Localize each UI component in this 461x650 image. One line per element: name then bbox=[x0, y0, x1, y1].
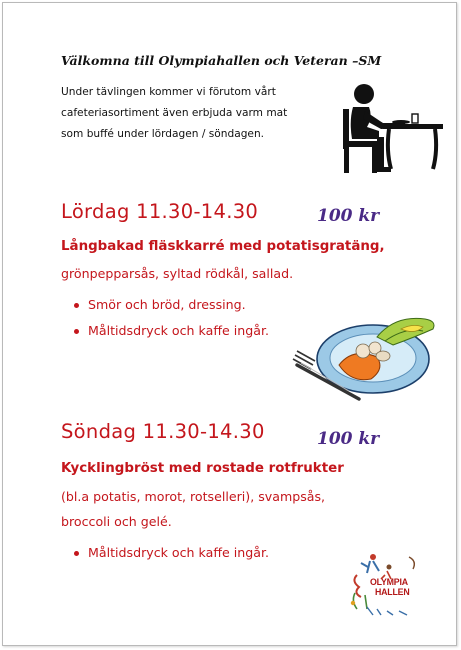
sunday-dish: Kycklingbröst med rostade rotfrukter bbox=[61, 461, 344, 476]
list-item: Måltidsdryck och kaffe ingår. bbox=[71, 540, 269, 566]
food-plate-icon bbox=[289, 307, 441, 411]
list-item: Smör och bröd, dressing. bbox=[71, 292, 269, 318]
saturday-bullet-list bbox=[71, 292, 269, 344]
saturday-price: 100 kr bbox=[317, 206, 380, 226]
sunday-bullet-list bbox=[71, 540, 269, 566]
saturday-heading: Lördag 11.30-14.30 bbox=[61, 200, 259, 223]
sunday-description-line-1: (bl.a potatis, morot, rotselleri), svampsås, bbox=[61, 489, 326, 504]
sunday-description-line-2: broccoli och gelé. bbox=[61, 514, 172, 529]
document-page bbox=[2, 2, 457, 646]
intro-text: Under tävlingen kommer vi förutom vårt cafeteriasortiment även erbjuda varm mat som buffé under lördagen / söndagen. bbox=[61, 86, 288, 140]
list-item: Måltidsdryck och kaffe ingår. bbox=[71, 318, 269, 344]
saturday-description: grönpepparsås, syltad rödkål, sallad. bbox=[61, 266, 294, 281]
sunday-price: 100 kr bbox=[317, 429, 380, 449]
olympiahallen-logo bbox=[337, 549, 433, 619]
logo-line-1: OLYMPIA bbox=[370, 577, 408, 587]
saturday-dish: Långbakad fläskkarré med potatisgratäng, bbox=[61, 239, 385, 254]
page-title: Välkomna till Olympiahallen och Veteran –SM bbox=[61, 53, 382, 68]
logo-line-2: HALLEN bbox=[375, 587, 410, 597]
diner-at-table-icon bbox=[339, 81, 445, 175]
sunday-heading: Söndag 11.30-14.30 bbox=[61, 420, 265, 443]
